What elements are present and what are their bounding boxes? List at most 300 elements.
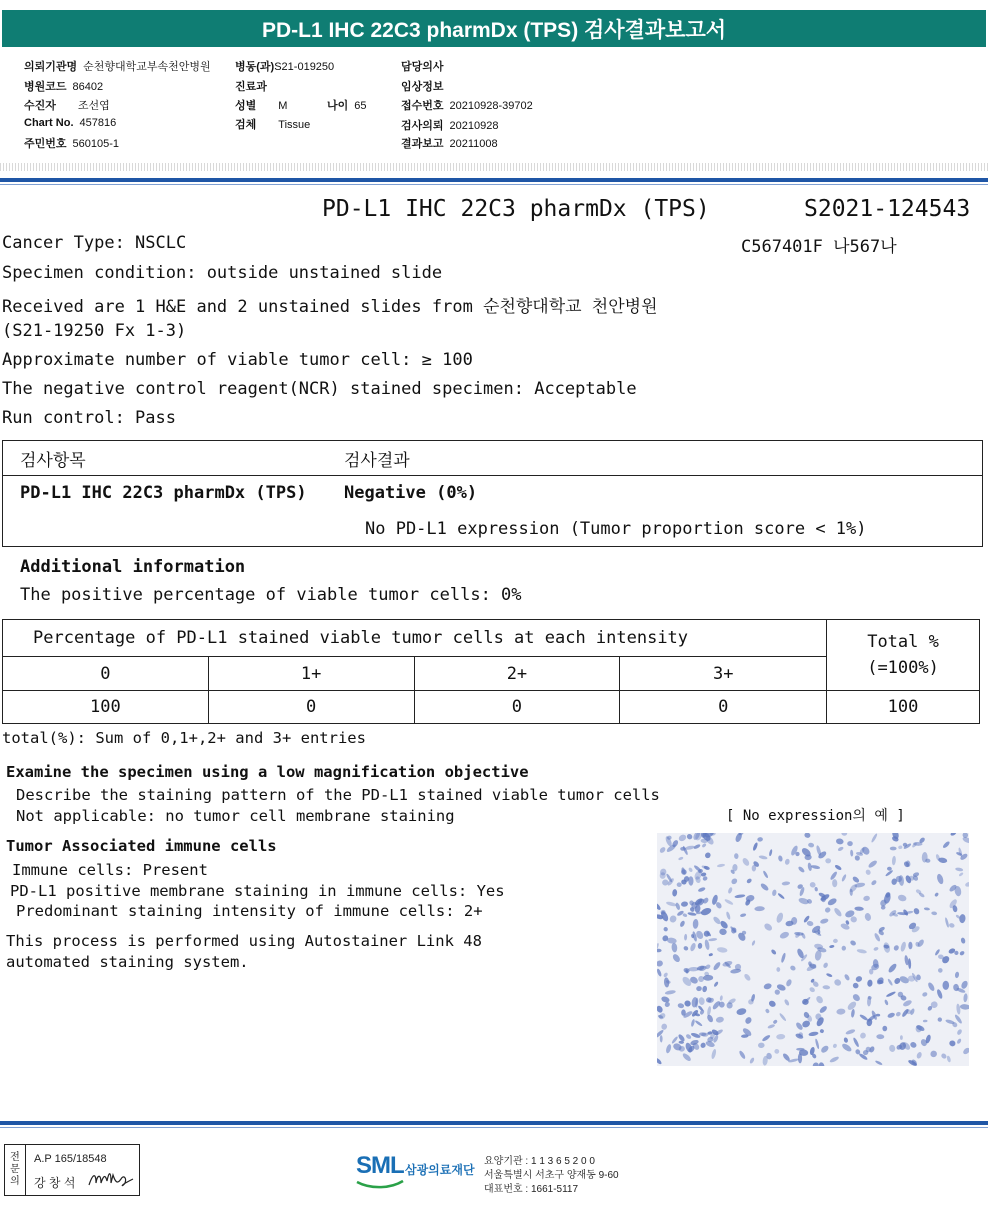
- cell-nucleus: [680, 868, 688, 876]
- cell-nucleus: [781, 881, 790, 886]
- sex-value: M: [278, 100, 288, 112]
- result-item: PD-L1 IHC 22C3 pharmDx (TPS): [20, 483, 307, 503]
- cell-nucleus: [890, 847, 897, 851]
- block-code: C567401F 나567나: [741, 237, 897, 257]
- cell-nucleus: [688, 876, 693, 885]
- additional-heading: Additional information: [20, 557, 246, 577]
- cell-nucleus: [715, 1016, 724, 1023]
- cell-nucleus: [707, 1006, 712, 1016]
- cell-nucleus: [727, 887, 733, 894]
- cell-nucleus: [942, 981, 949, 990]
- chart-value: 457816: [79, 117, 117, 129]
- immune-heading: Tumor Associated immune cells: [6, 837, 277, 855]
- cell-nucleus: [834, 864, 842, 871]
- patient-field: [24, 97, 110, 113]
- cell-nucleus: [677, 1003, 684, 1009]
- cell-nucleus: [683, 999, 691, 1007]
- cell-nucleus: [833, 907, 843, 918]
- cell-nucleus: [698, 887, 706, 893]
- specimen-value: Tissue: [278, 119, 311, 131]
- sex-field: [235, 97, 287, 113]
- address: 서울특별시 서초구 양재동 9-60: [484, 1170, 619, 1181]
- cell-nucleus: [867, 859, 878, 869]
- cell-nucleus: [736, 1007, 747, 1016]
- cell-nucleus: [942, 840, 951, 849]
- examine-heading: Examine the specimen using a low magnification objective: [6, 763, 529, 781]
- stamp-char-1: 전: [10, 1152, 20, 1163]
- cell-nucleus: [712, 915, 722, 925]
- cell-nucleus: [876, 1034, 884, 1039]
- received-line: Received are 1 H&E and 2 unstained slides from 순천향대학교 천안병원: [2, 297, 658, 317]
- cell-nucleus: [864, 912, 872, 921]
- cell-nucleus: [855, 975, 863, 982]
- request-field: [401, 117, 498, 133]
- cell-nucleus: [689, 942, 696, 952]
- cell-nucleus: [871, 833, 879, 843]
- cell-nucleus: [854, 906, 864, 911]
- cell-nucleus: [812, 1061, 820, 1066]
- cancer-type: Cancer Type: NSCLC: [2, 233, 187, 253]
- cell-nucleus: [829, 945, 835, 949]
- stamp-char-3: 의: [10, 1176, 20, 1187]
- cell-nucleus: [666, 901, 677, 907]
- cell-nucleus: [796, 1048, 805, 1051]
- cell-nucleus: [841, 833, 847, 836]
- ncr-line: The negative control reagent(NCR) stained specimen: Acceptable: [2, 379, 637, 399]
- cell-nucleus: [822, 985, 830, 990]
- cell-nucleus: [719, 920, 729, 930]
- cell-nucleus: [657, 968, 662, 977]
- cell-nucleus: [808, 1031, 819, 1037]
- intensity-col-3: 3+: [620, 657, 827, 691]
- cell-nucleus: [712, 961, 721, 971]
- item-header: 검사항목: [20, 451, 86, 471]
- id-label: 주민번호: [24, 138, 67, 150]
- age-label: 나이: [327, 100, 349, 112]
- cell-nucleus: [873, 946, 879, 951]
- cell-nucleus: [900, 941, 907, 952]
- cell-nucleus: [949, 1040, 957, 1048]
- intensity-table: [2, 619, 980, 724]
- cell-nucleus: [778, 855, 784, 862]
- report-date-label: 결과보고: [401, 138, 444, 150]
- cell-nucleus: [956, 1038, 962, 1045]
- cell-nucleus: [818, 1062, 825, 1066]
- cell-nucleus: [776, 967, 780, 972]
- phone: 대표번호 : 1661-5117: [484, 1184, 579, 1195]
- cell-nucleus: [937, 967, 943, 973]
- cell-nucleus: [950, 833, 957, 837]
- receipt-field: [401, 97, 533, 113]
- cell-nucleus: [717, 863, 726, 867]
- cell-nucleus: [762, 870, 769, 879]
- pathologist-stamp: [4, 1144, 140, 1196]
- cell-nucleus: [829, 871, 838, 881]
- cell-nucleus: [898, 845, 903, 849]
- cell-nucleus: [908, 958, 912, 969]
- cell-nucleus: [761, 1034, 771, 1042]
- cell-nucleus: [897, 894, 907, 902]
- cell-nucleus: [887, 1012, 896, 1019]
- cell-nucleus: [882, 1026, 887, 1032]
- cell-nucleus: [665, 990, 676, 996]
- cell-nucleus: [758, 855, 767, 860]
- age-field: [327, 97, 367, 113]
- cell-nucleus: [725, 911, 731, 920]
- cell-nucleus: [734, 853, 739, 859]
- intensity-value-0: 100: [3, 691, 209, 724]
- cell-nucleus: [683, 945, 689, 951]
- image-caption: [ No expression의 예 ]: [726, 808, 905, 824]
- cell-nucleus: [934, 892, 939, 897]
- cell-nucleus: [770, 949, 777, 956]
- sml-logo-swoosh-icon: [355, 1179, 405, 1189]
- cell-nucleus: [892, 856, 897, 866]
- chart-label: Chart No.: [24, 117, 74, 129]
- intensity-value-3: 0: [620, 691, 827, 724]
- cell-nucleus: [708, 953, 713, 957]
- dotted-divider: [0, 163, 988, 171]
- result-value: Negative (0%): [344, 483, 478, 503]
- cell-nucleus: [776, 1034, 785, 1040]
- cell-nucleus: [827, 897, 838, 907]
- cell-nucleus: [746, 878, 753, 885]
- institution-value: 순천향대학교부속천안병원: [83, 61, 211, 73]
- id-value: 560105-1: [72, 138, 120, 150]
- cell-nucleus: [822, 962, 828, 969]
- cell-nucleus: [769, 849, 773, 856]
- specimen-field: [235, 116, 310, 132]
- intensity-col-1: 1+: [208, 657, 414, 691]
- total-header-2: (=100%): [867, 658, 939, 678]
- cell-nucleus: [825, 858, 831, 863]
- patient-value: 조선엽: [77, 100, 110, 112]
- examine-line-1: Describe the staining pattern of the PD-L1 stained viable tumor cells: [16, 786, 660, 804]
- cell-nucleus: [690, 1019, 695, 1027]
- department-field: [235, 78, 267, 94]
- specimen-label: 검체: [235, 119, 257, 131]
- foundation-name: 삼광의료재단: [405, 1163, 475, 1177]
- cell-nucleus: [876, 976, 885, 986]
- cell-nucleus: [749, 1057, 755, 1064]
- cell-nucleus: [668, 914, 677, 923]
- stamp-side-label: [5, 1145, 26, 1195]
- cell-nucleus: [684, 934, 687, 941]
- cell-nucleus: [687, 912, 696, 917]
- doctor-label: 담당의사: [401, 61, 444, 73]
- cell-nucleus: [870, 879, 877, 886]
- cell-nucleus: [809, 986, 816, 993]
- examine-line-2: Not applicable: no tumor cell membrane staining: [16, 807, 455, 825]
- process-line-2: automated staining system.: [6, 953, 249, 971]
- cell-nucleus: [657, 1057, 662, 1065]
- cell-nucleus: [956, 1028, 963, 1035]
- cell-nucleus: [929, 1049, 938, 1058]
- cell-nucleus: [719, 928, 727, 936]
- cell-nucleus: [851, 1009, 856, 1018]
- cell-nucleus: [664, 977, 670, 988]
- cell-nucleus: [806, 920, 814, 927]
- cell-nucleus: [922, 991, 928, 997]
- cell-nucleus: [856, 948, 867, 954]
- cell-nucleus: [665, 1044, 672, 1054]
- cell-nucleus: [820, 918, 829, 925]
- cell-nucleus: [931, 911, 937, 915]
- cell-nucleus: [763, 922, 773, 932]
- ward-value: S21-019250: [274, 61, 335, 73]
- cell-nucleus: [740, 913, 747, 918]
- viable-cells: Approximate number of viable tumor cell: ≥ 100: [2, 350, 473, 370]
- cell-nucleus: [818, 1005, 828, 1014]
- cell-nucleus: [850, 850, 853, 857]
- cell-nucleus: [703, 975, 713, 981]
- cell-nucleus: [852, 1037, 860, 1048]
- cell-nucleus: [837, 846, 844, 852]
- cell-nucleus: [859, 1014, 869, 1022]
- cell-nucleus: [708, 938, 717, 942]
- intensity-total: 100: [827, 691, 980, 724]
- receipt-label: 접수번호: [401, 100, 444, 112]
- cell-nucleus: [760, 882, 770, 892]
- cell-nucleus: [772, 1019, 778, 1024]
- hospital-code-value: 86402: [72, 81, 104, 93]
- cell-nucleus: [698, 943, 703, 949]
- cell-nucleus: [789, 965, 796, 972]
- intensity-header: Percentage of PD-L1 stained viable tumor cells at each intensity: [3, 620, 827, 657]
- sml-logo: SML: [356, 1152, 404, 1179]
- cell-nucleus: [767, 1024, 775, 1030]
- cell-nucleus: [895, 1011, 902, 1017]
- cell-nucleus: [757, 837, 763, 842]
- cell-nucleus: [887, 978, 893, 986]
- cell-nucleus: [940, 1053, 947, 1060]
- cell-nucleus: [962, 1047, 969, 1056]
- positive-percentage: The positive percentage of viable tumor cells: 0%: [20, 585, 522, 605]
- cell-nucleus: [916, 1051, 923, 1059]
- cell-nucleus: [774, 1049, 780, 1055]
- clinical-info-label: 임상정보: [401, 81, 444, 93]
- cell-nucleus: [960, 1004, 969, 1010]
- cell-nucleus: [936, 873, 945, 885]
- cell-nucleus: [717, 947, 728, 954]
- report-title: PD-L1 IHC 22C3 pharmDx (TPS) 검사결과보고서: [2, 10, 986, 47]
- cell-nucleus: [698, 997, 705, 1006]
- immune-line-2: PD-L1 positive membrane staining in immune cells: Yes: [10, 882, 505, 900]
- cell-nucleus: [865, 869, 872, 876]
- test-title: PD-L1 IHC 22C3 pharmDx (TPS): [322, 196, 710, 222]
- cell-nucleus: [887, 866, 892, 871]
- cell-nucleus: [730, 877, 738, 885]
- cell-nucleus: [682, 913, 688, 918]
- cell-nucleus: [724, 898, 734, 905]
- cell-nucleus: [949, 923, 956, 929]
- cell-nucleus: [887, 962, 898, 973]
- age-value: 65: [354, 100, 367, 112]
- cell-nucleus: [849, 939, 857, 946]
- cell-nucleus: [875, 1060, 883, 1066]
- process-line-1: This process is performed using Autostainer Link 48: [6, 932, 482, 950]
- cell-nucleus: [713, 981, 719, 987]
- blue-rule-bottom-thin: [0, 1127, 988, 1128]
- cell-nucleus: [751, 940, 756, 946]
- cell-nucleus: [889, 1044, 896, 1052]
- cell-nucleus: [936, 989, 944, 1000]
- cell-nucleus: [832, 1043, 837, 1048]
- pathologist-name: 강 창 석: [34, 1176, 76, 1190]
- cell-nucleus: [808, 842, 815, 848]
- patient-label: 수진자: [24, 100, 56, 112]
- cell-nucleus: [780, 952, 786, 963]
- cell-nucleus: [815, 1038, 820, 1049]
- cell-nucleus: [832, 879, 837, 887]
- receipt-value: 20210928-39702: [449, 100, 533, 112]
- cell-nucleus: [960, 980, 969, 990]
- specimen-condition: Specimen condition: outside unstained slide: [2, 263, 443, 283]
- cell-nucleus: [833, 978, 842, 987]
- cell-nucleus: [795, 1021, 804, 1031]
- cell-nucleus: [696, 986, 702, 992]
- ap-number: A.P 165/18548: [34, 1153, 107, 1165]
- report-date-value: 20211008: [449, 138, 498, 150]
- stamp-char-2: 문: [10, 1164, 20, 1175]
- cell-nucleus: [852, 993, 862, 1003]
- request-label: 검사의뢰: [401, 120, 444, 132]
- cell-nucleus: [744, 1016, 753, 1025]
- cell-nucleus: [734, 894, 745, 899]
- cell-nucleus: [955, 867, 963, 872]
- cell-nucleus: [679, 920, 686, 928]
- cell-nucleus: [804, 833, 811, 839]
- cell-nucleus: [815, 995, 824, 1005]
- cell-nucleus: [841, 1042, 853, 1053]
- cell-nucleus: [841, 874, 847, 882]
- cell-nucleus: [671, 953, 681, 964]
- total-note: total(%): Sum of 0,1+,2+ and 3+ entries: [2, 729, 366, 747]
- total-header-1: Total %: [867, 632, 939, 652]
- institution-field: [24, 58, 211, 74]
- cell-nucleus: [893, 944, 900, 951]
- id-field: [24, 135, 119, 151]
- immune-line-1: Immune cells: Present: [12, 861, 208, 879]
- cell-nucleus: [924, 907, 930, 911]
- immune-line-3: Predominant staining intensity of immune cells: 2+: [16, 902, 483, 920]
- cell-nucleus: [824, 907, 831, 914]
- cell-nucleus: [965, 881, 969, 887]
- cell-nucleus: [784, 858, 790, 865]
- cell-nucleus: [741, 857, 750, 867]
- cell-nucleus: [833, 939, 838, 944]
- cell-nucleus: [927, 981, 936, 992]
- cell-nucleus: [843, 973, 850, 981]
- cell-nucleus: [859, 1032, 867, 1040]
- cell-nucleus: [688, 867, 694, 873]
- cell-nucleus: [706, 1014, 714, 1023]
- ihc-stain-image: [657, 833, 969, 1066]
- request-value: 20210928: [449, 120, 499, 132]
- cell-nucleus: [845, 1028, 856, 1035]
- cell-nucleus: [900, 1035, 903, 1040]
- cell-nucleus: [958, 872, 963, 877]
- cell-nucleus: [701, 843, 706, 848]
- cell-nucleus: [841, 946, 846, 951]
- cell-nucleus: [843, 1037, 848, 1043]
- cell-nucleus: [913, 907, 921, 915]
- cell-nucleus: [867, 979, 873, 987]
- cell-nucleus: [657, 902, 662, 911]
- cell-nucleus: [671, 943, 678, 953]
- cell-nucleus: [785, 978, 792, 987]
- slide-reference: (S21-19250 Fx 1-3): [2, 321, 187, 341]
- cell-nucleus: [671, 1036, 679, 1044]
- cell-nucleus: [846, 1000, 858, 1011]
- cell-nucleus: [752, 842, 758, 851]
- result-divider: [3, 475, 982, 476]
- cell-nucleus: [836, 838, 844, 845]
- case-number: S2021-124543: [804, 196, 971, 222]
- cell-nucleus: [772, 889, 777, 896]
- cell-nucleus: [809, 882, 816, 888]
- cell-nucleus: [946, 1055, 951, 1062]
- ward-label: 병동(과): [235, 61, 275, 73]
- run-control: Run control: Pass: [2, 408, 176, 428]
- cell-nucleus: [663, 972, 669, 978]
- cell-nucleus: [704, 851, 712, 859]
- cell-nucleus: [661, 1023, 668, 1031]
- result-detail: No PD-L1 expression (Tumor proportion score < 1%): [365, 519, 867, 539]
- result-header: 검사결과: [344, 451, 410, 471]
- cell-nucleus: [700, 907, 712, 917]
- cell-nucleus: [820, 1044, 830, 1054]
- ihc-stain-svg: [657, 833, 969, 1066]
- cell-nucleus: [738, 1050, 746, 1060]
- cell-nucleus: [765, 1008, 770, 1014]
- cell-nucleus: [784, 999, 791, 1007]
- cell-nucleus: [956, 1003, 961, 1014]
- cell-nucleus: [884, 999, 889, 1006]
- cell-nucleus: [743, 973, 752, 982]
- cell-nucleus: [954, 971, 959, 978]
- cell-nucleus: [777, 892, 785, 899]
- hospital-code-field: [24, 78, 103, 94]
- institution-code: 요양기관 : 1 1 3 6 5 2 0 0: [484, 1156, 595, 1167]
- cell-nucleus: [826, 973, 833, 978]
- cell-nucleus: [681, 1052, 692, 1062]
- cell-nucleus: [660, 1035, 663, 1042]
- cell-nucleus: [763, 982, 772, 990]
- clinical-info-field: [401, 78, 444, 94]
- cell-nucleus: [944, 917, 949, 928]
- cell-nucleus: [711, 1049, 717, 1060]
- intensity-col-2: 2+: [414, 657, 620, 691]
- sex-label: 성별: [235, 100, 257, 112]
- cell-nucleus: [758, 1042, 765, 1048]
- cell-nucleus: [694, 1020, 702, 1027]
- cell-nucleus: [963, 993, 968, 1002]
- cell-nucleus: [657, 960, 664, 968]
- cell-nucleus: [814, 887, 818, 892]
- cell-nucleus: [657, 949, 662, 953]
- cell-nucleus: [960, 937, 966, 944]
- result-box: [2, 440, 983, 547]
- blue-rule-top-thin: [0, 184, 988, 185]
- cell-nucleus: [886, 991, 897, 998]
- cell-nucleus: [660, 995, 670, 1003]
- cell-nucleus: [847, 841, 853, 846]
- cell-nucleus: [702, 985, 708, 992]
- cell-nucleus: [909, 1041, 917, 1049]
- cell-nucleus: [852, 982, 860, 990]
- cell-nucleus: [692, 919, 698, 929]
